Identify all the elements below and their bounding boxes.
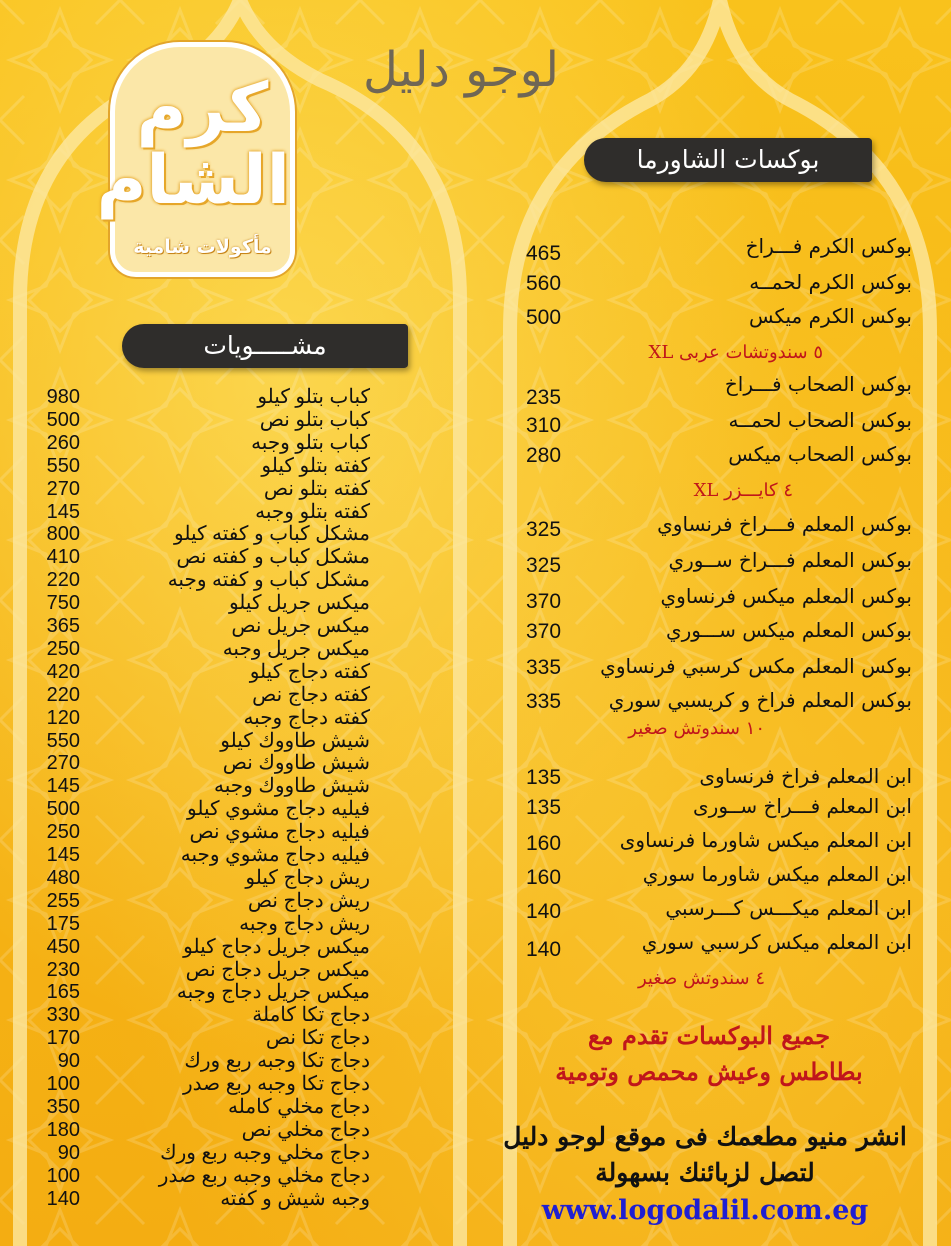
- item-price: 180: [46, 1118, 80, 1141]
- menu-row: [0, 821, 370, 844]
- item-price: 325: [526, 554, 562, 577]
- logo-title: [96, 69, 290, 220]
- item-price: 310: [526, 414, 562, 437]
- item-name: دجاج مخلي وجبه ربع صدر: [158, 1164, 370, 1187]
- item-price: 140: [526, 900, 562, 923]
- note-small-sandwiches-10: ١٠ سندوتش صغير: [628, 718, 765, 739]
- menu-row: [0, 1027, 370, 1050]
- item-price: 500: [46, 798, 80, 821]
- item-price: 250: [46, 637, 80, 660]
- note-arabic-sandwiches: ٥ سندوتشات عربى XL: [648, 342, 823, 363]
- item-name: كفته دجاج كيلو: [249, 660, 370, 683]
- item-name: ابن المعلم ميكـــس كـــرسبي: [665, 896, 912, 920]
- item-price: 420: [46, 660, 80, 683]
- item-name: فيليه دجاج مشوي وجبه: [180, 844, 370, 866]
- item-price: 160: [526, 832, 562, 855]
- item-name: بوكس الصحاب فـــراخ: [724, 372, 912, 396]
- item-name: ميكس جريل دجاج كيلو: [183, 935, 370, 958]
- menu-row: [520, 266, 912, 298]
- item-name: ميكس جريل وجبه: [222, 637, 370, 660]
- item-name: مشكل كباب و كفته وجبه: [167, 569, 370, 592]
- item-name: ريش دجاج نص: [247, 889, 370, 912]
- item-name: بوكس المعلم فـــراخ ســوري: [668, 548, 912, 572]
- menu-row: [520, 544, 912, 576]
- item-name: ابن المعلم ميكس كرسبي سوري: [641, 930, 912, 954]
- item-price: 135: [526, 766, 562, 789]
- menu-row: [0, 798, 370, 821]
- item-price: 500: [526, 306, 562, 329]
- item-price: 800: [46, 523, 80, 546]
- item-name: دجاج مخلي كامله: [228, 1095, 370, 1118]
- menu-row: [0, 936, 370, 959]
- item-price: 120: [46, 706, 80, 729]
- watermark-text: لوجو دليل: [363, 42, 559, 98]
- item-price: 370: [526, 590, 562, 613]
- menu-row: [0, 1004, 370, 1027]
- item-name: ريش دجاج وجبه: [239, 912, 370, 935]
- menu-row: [520, 614, 912, 646]
- menu-row: [0, 1073, 370, 1096]
- item-name: دجاج تكا وجبه ربع صدر: [183, 1073, 370, 1095]
- menu-row: [0, 523, 370, 546]
- menu-row: [0, 981, 370, 1004]
- item-price: 100: [46, 1164, 80, 1187]
- item-name: شيش طاووك نص: [222, 752, 370, 775]
- item-price: 560: [526, 272, 562, 295]
- item-price: 365: [46, 615, 80, 637]
- item-price: 335: [526, 690, 562, 713]
- item-price: 145: [46, 775, 80, 798]
- footnote-line2: بطاطس وعيش محمص وتومية: [555, 1057, 863, 1086]
- item-name: كباب بتلو كيلو: [257, 386, 370, 408]
- menu-row: [0, 1050, 370, 1073]
- note-kaiser: ٤ كايـــزر XL: [693, 480, 793, 501]
- menu-row: [520, 684, 912, 716]
- logo-title-line2: الشام: [96, 141, 290, 220]
- item-name: بوكس الكرم ميكس: [748, 304, 912, 328]
- menu-row: [520, 438, 912, 470]
- item-name: كفته دجاج نص: [252, 683, 370, 706]
- menu-row: [0, 386, 370, 409]
- menu-row: [520, 760, 912, 792]
- menu-row: [520, 368, 912, 409]
- item-name: شيش طاووك وجبه: [214, 775, 370, 798]
- menu-row: [0, 707, 370, 730]
- menu-row: [0, 1142, 370, 1165]
- item-name: كباب بتلو نص: [259, 408, 370, 431]
- item-price: 165: [46, 981, 80, 1004]
- item-name: ابن المعلم فـــراخ ســورى: [693, 794, 912, 818]
- item-price: 335: [526, 656, 562, 679]
- item-price: 220: [46, 683, 80, 706]
- website-link[interactable]: www.logodalil.com.eg: [541, 1195, 869, 1226]
- menu-row: [520, 404, 912, 436]
- item-price: 145: [46, 500, 80, 523]
- menu-row: [0, 1119, 370, 1142]
- item-price: 255: [46, 889, 80, 912]
- menu-row: [0, 455, 370, 478]
- menu-row: [0, 501, 370, 524]
- item-price: 175: [46, 912, 80, 935]
- item-price: 325: [526, 518, 562, 541]
- item-name: بوكس المعلم فراخ و كريسبي سوري: [608, 688, 912, 712]
- item-price: 370: [526, 620, 562, 643]
- item-price: 500: [46, 408, 80, 431]
- menu-row: [0, 1165, 370, 1188]
- menu-row: [0, 638, 370, 661]
- item-price: 90: [57, 1050, 80, 1073]
- item-name: بوكس الكرم لحمــه: [749, 270, 912, 294]
- item-name: كفته بتلو نص: [263, 477, 370, 500]
- item-price: 230: [46, 958, 80, 981]
- menu-row: [0, 890, 370, 913]
- item-name: ميكس جريل كيلو: [228, 592, 370, 615]
- item-name: ريش دجاج كيلو: [245, 866, 370, 889]
- item-price: 410: [46, 546, 80, 569]
- item-price: 750: [46, 592, 80, 615]
- item-price: 480: [46, 866, 80, 889]
- menu-row: [0, 661, 370, 684]
- item-name: دجاج تكا وجبه ربع ورك: [184, 1050, 370, 1073]
- item-name: كفته بتلو كيلو: [261, 454, 370, 477]
- menu-row: [0, 478, 370, 501]
- item-name: بوكس المعلم فـــراخ فرنساوي: [657, 512, 912, 536]
- item-name: كباب بتلو وجبه: [251, 431, 370, 454]
- section-title-grills: مشـــــويات: [122, 324, 408, 368]
- restaurant-logo: [96, 42, 295, 277]
- footnote-line1: جميع البوكسات تقدم مع: [587, 1021, 831, 1050]
- item-price: 550: [46, 454, 80, 477]
- item-price: 170: [46, 1027, 80, 1050]
- item-price: 270: [46, 477, 80, 500]
- logo-title-line1: كرم: [136, 69, 269, 148]
- item-name: دجاج مخلي وجبه ربع ورك: [160, 1141, 370, 1164]
- item-price: 330: [46, 1004, 80, 1027]
- menu-row: [0, 569, 370, 592]
- item-price: 350: [46, 1095, 80, 1118]
- menu-row: [520, 892, 912, 924]
- item-name: ميكس جريل نص: [231, 615, 370, 637]
- item-price: 160: [526, 866, 562, 889]
- item-name: كفته دجاج وجبه: [243, 706, 370, 729]
- item-price: 250: [46, 821, 80, 844]
- menu-row: [520, 650, 912, 682]
- item-name: بوكس الصحاب ميكس: [728, 442, 912, 466]
- item-name: ميكس جريل دجاج نص: [185, 958, 370, 981]
- menu-row: [520, 230, 912, 265]
- item-name: ابن المعلم ميكس شاورما سوري: [642, 862, 912, 886]
- menu-row: [0, 432, 370, 455]
- menu-row: [0, 752, 370, 775]
- note-small-sandwiches-4: ٤ سندوتش صغير: [637, 968, 765, 989]
- menu-row: [0, 592, 370, 615]
- menu-row: [520, 508, 912, 540]
- menu-row: [0, 409, 370, 432]
- item-price: 980: [46, 386, 80, 408]
- menu-row: [0, 684, 370, 707]
- item-name: بوكس المعلم ميكس ســـوري: [665, 618, 912, 642]
- item-name: دجاج مخلي نص: [241, 1118, 370, 1141]
- item-name: بوكس المعلم مكس كرسبي فرنساوي: [600, 654, 912, 678]
- menu-row: [0, 913, 370, 936]
- item-price: 235: [526, 386, 562, 409]
- menu-row: [0, 775, 370, 798]
- menu-row: [0, 867, 370, 890]
- item-name: ميكس جريل دجاج وجبه: [176, 981, 370, 1004]
- menu-row: [0, 546, 370, 569]
- item-name: دجاج تكا كاملة: [252, 1004, 370, 1027]
- item-name: دجاج تكا نص: [265, 1027, 370, 1050]
- item-price: 135: [526, 796, 562, 819]
- item-name: فيليه دجاج مشوي نص: [189, 821, 370, 844]
- menu-row: [0, 1096, 370, 1119]
- menu-row: [0, 1188, 370, 1211]
- item-name: مشكل كباب و كفته كيلو: [173, 523, 370, 546]
- item-price: 270: [46, 752, 80, 775]
- item-name: بوكس الكرم فـــراخ: [745, 234, 912, 258]
- item-price: 140: [526, 938, 562, 961]
- item-name: شيش طاووك كيلو: [220, 729, 370, 752]
- item-name: بوكس الصحاب لحمــه: [728, 408, 912, 432]
- item-name: وجبه شيش و كفته: [220, 1187, 370, 1210]
- item-price: 465: [526, 242, 562, 265]
- item-price: 90: [57, 1141, 80, 1164]
- promo-line1: انشر منيو مطعمك فى موقع لوجو دليل: [503, 1122, 907, 1151]
- menu-row: [0, 959, 370, 982]
- item-name: فيليه دجاج مشوي كيلو: [187, 798, 370, 821]
- promo-line2: لتصل لزبائنك بسهولة: [595, 1158, 815, 1187]
- menu-row: [520, 858, 912, 890]
- menu-row: [520, 926, 912, 961]
- item-price: 450: [46, 935, 80, 958]
- item-name: مشكل كباب و كفته نص: [176, 546, 370, 569]
- logo-subtitle: مأكولات شامية: [133, 236, 272, 258]
- menu-row: [520, 824, 912, 856]
- item-price: 140: [46, 1187, 80, 1210]
- item-name: كفته بتلو وجبه: [255, 500, 370, 523]
- item-name: ابن المعلم فراخ فرنساوى: [699, 764, 912, 788]
- section-title-shawarma-boxes: بوكسات الشاورما: [584, 138, 872, 182]
- item-price: 550: [46, 729, 80, 752]
- menu-row: [0, 615, 370, 638]
- menu-row: [520, 790, 912, 822]
- item-price: 145: [46, 844, 80, 866]
- item-price: 260: [46, 431, 80, 454]
- menu-row: [520, 300, 912, 332]
- item-name: بوكس المعلم ميكس فرنساوي: [660, 584, 912, 608]
- item-price: 220: [46, 569, 80, 592]
- menu-row: [520, 580, 912, 612]
- item-name: ابن المعلم ميكس شاورما فرنساوى: [619, 828, 912, 852]
- item-price: 280: [526, 444, 562, 467]
- menu-row: [0, 844, 370, 867]
- menu-row: [0, 730, 370, 753]
- item-price: 100: [46, 1073, 80, 1095]
